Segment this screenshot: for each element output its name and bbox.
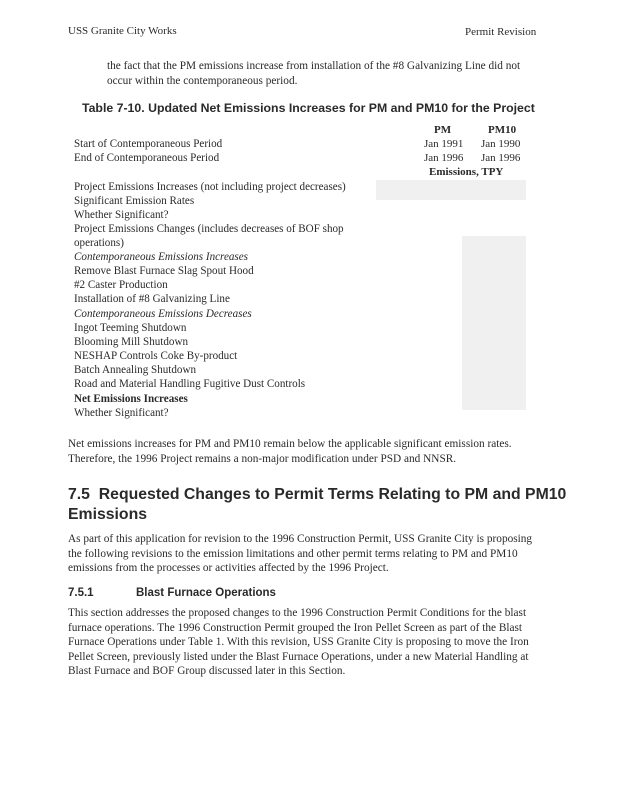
table-row: Project Emissions Increases (not including project decreases) <box>74 181 346 193</box>
table-row: Installation of #8 Galvanizing Line <box>74 293 230 305</box>
units-label: Emissions, TPY <box>429 166 504 178</box>
table-row: Remove Blast Furnace Slag Spout Hood <box>74 265 254 277</box>
section-number: 7.5 <box>68 486 90 503</box>
period-row-end-pm10: Jan 1996 <box>481 152 521 164</box>
table-row: Road and Material Handling Fugitive Dust Controls <box>74 378 306 390</box>
period-row-start-label: Start of Contemporaneous Period <box>74 138 223 150</box>
intro-paragraph: the fact that the PM emissions increase from installation of the #8 Galvanizing Line did not occur within the contemporaneous period. <box>107 60 521 87</box>
page-header-left: USS Granite City Works <box>68 25 177 37</box>
period-row-end-pm: Jan 1996 <box>424 152 464 164</box>
table-row: Whether Significant? <box>74 209 169 221</box>
table-row: NESHAP Controls Coke By-product <box>74 350 238 362</box>
page-header-right: Permit Revision <box>465 26 537 38</box>
period-row-end-label: End of Contemporaneous Period <box>74 152 220 164</box>
subsection-number: 7.5.1 <box>68 587 94 599</box>
table-caption: Table 7-10. Updated Net Emissions Increases for PM and PM10 for the Project <box>82 101 535 115</box>
shaded-value-area-right <box>462 236 526 410</box>
section-body-paragraph: As part of this application for revision to the 1996 Construction Permit, USS Granite City is proposing the following revisions to the emission limitations and other permit terms relating to PM and PM10 emissions from the processes or activities affected by the 1996 Project. <box>68 533 533 574</box>
summary-paragraph: Net emissions increases for PM and PM10 remain below the applicable significant emission rates. Therefore, the 1996 Project remains a non-major modification under PSD and NNSR. <box>68 438 512 465</box>
table-row: Ingot Teeming Shutdown <box>74 322 187 334</box>
table-row: Project Emissions Changes (includes decreases of BOF shop <box>74 223 344 235</box>
shaded-value-area-top <box>376 180 526 200</box>
period-row-start-pm: Jan 1991 <box>424 138 464 150</box>
table-row: Blooming Mill Shutdown <box>74 336 189 348</box>
column-header-pm10: PM10 <box>488 124 517 136</box>
subsection-body-paragraph: This section addresses the proposed changes to the 1996 Construction Permit Conditions for the blast furnace operations. The 1996 Construction Permit grouped the Iron Pellet Screen as part of the Blast Furnace Operations under Table 1. With this revision, USS Granite City is proposing to move the Iron Pellet Screen, previously listed under the Blast Furnace Operations, under a new Material Handling at Blast Furnace and BOF Group discussed later in this Section. <box>68 607 529 677</box>
table-row: Net Emissions Increases <box>74 393 188 405</box>
table-row: Batch Annealing Shutdown <box>74 364 197 376</box>
table-row: Contemporaneous Emissions Decreases <box>74 308 252 320</box>
table-row: operations) <box>74 237 124 249</box>
section-title: Requested Changes to Permit Terms Relating to PM and PM10 Emissions <box>68 486 567 523</box>
table-row: Contemporaneous Emissions Increases <box>74 251 248 263</box>
period-row-start-pm10: Jan 1990 <box>481 138 521 150</box>
table-row: Significant Emission Rates <box>74 195 195 207</box>
subsection-title: Blast Furnace Operations <box>136 587 276 599</box>
table-row: Whether Significant? <box>74 407 169 419</box>
section-heading <box>68 485 568 525</box>
column-header-pm: PM <box>434 124 452 136</box>
table-row: #2 Caster Production <box>74 279 168 291</box>
